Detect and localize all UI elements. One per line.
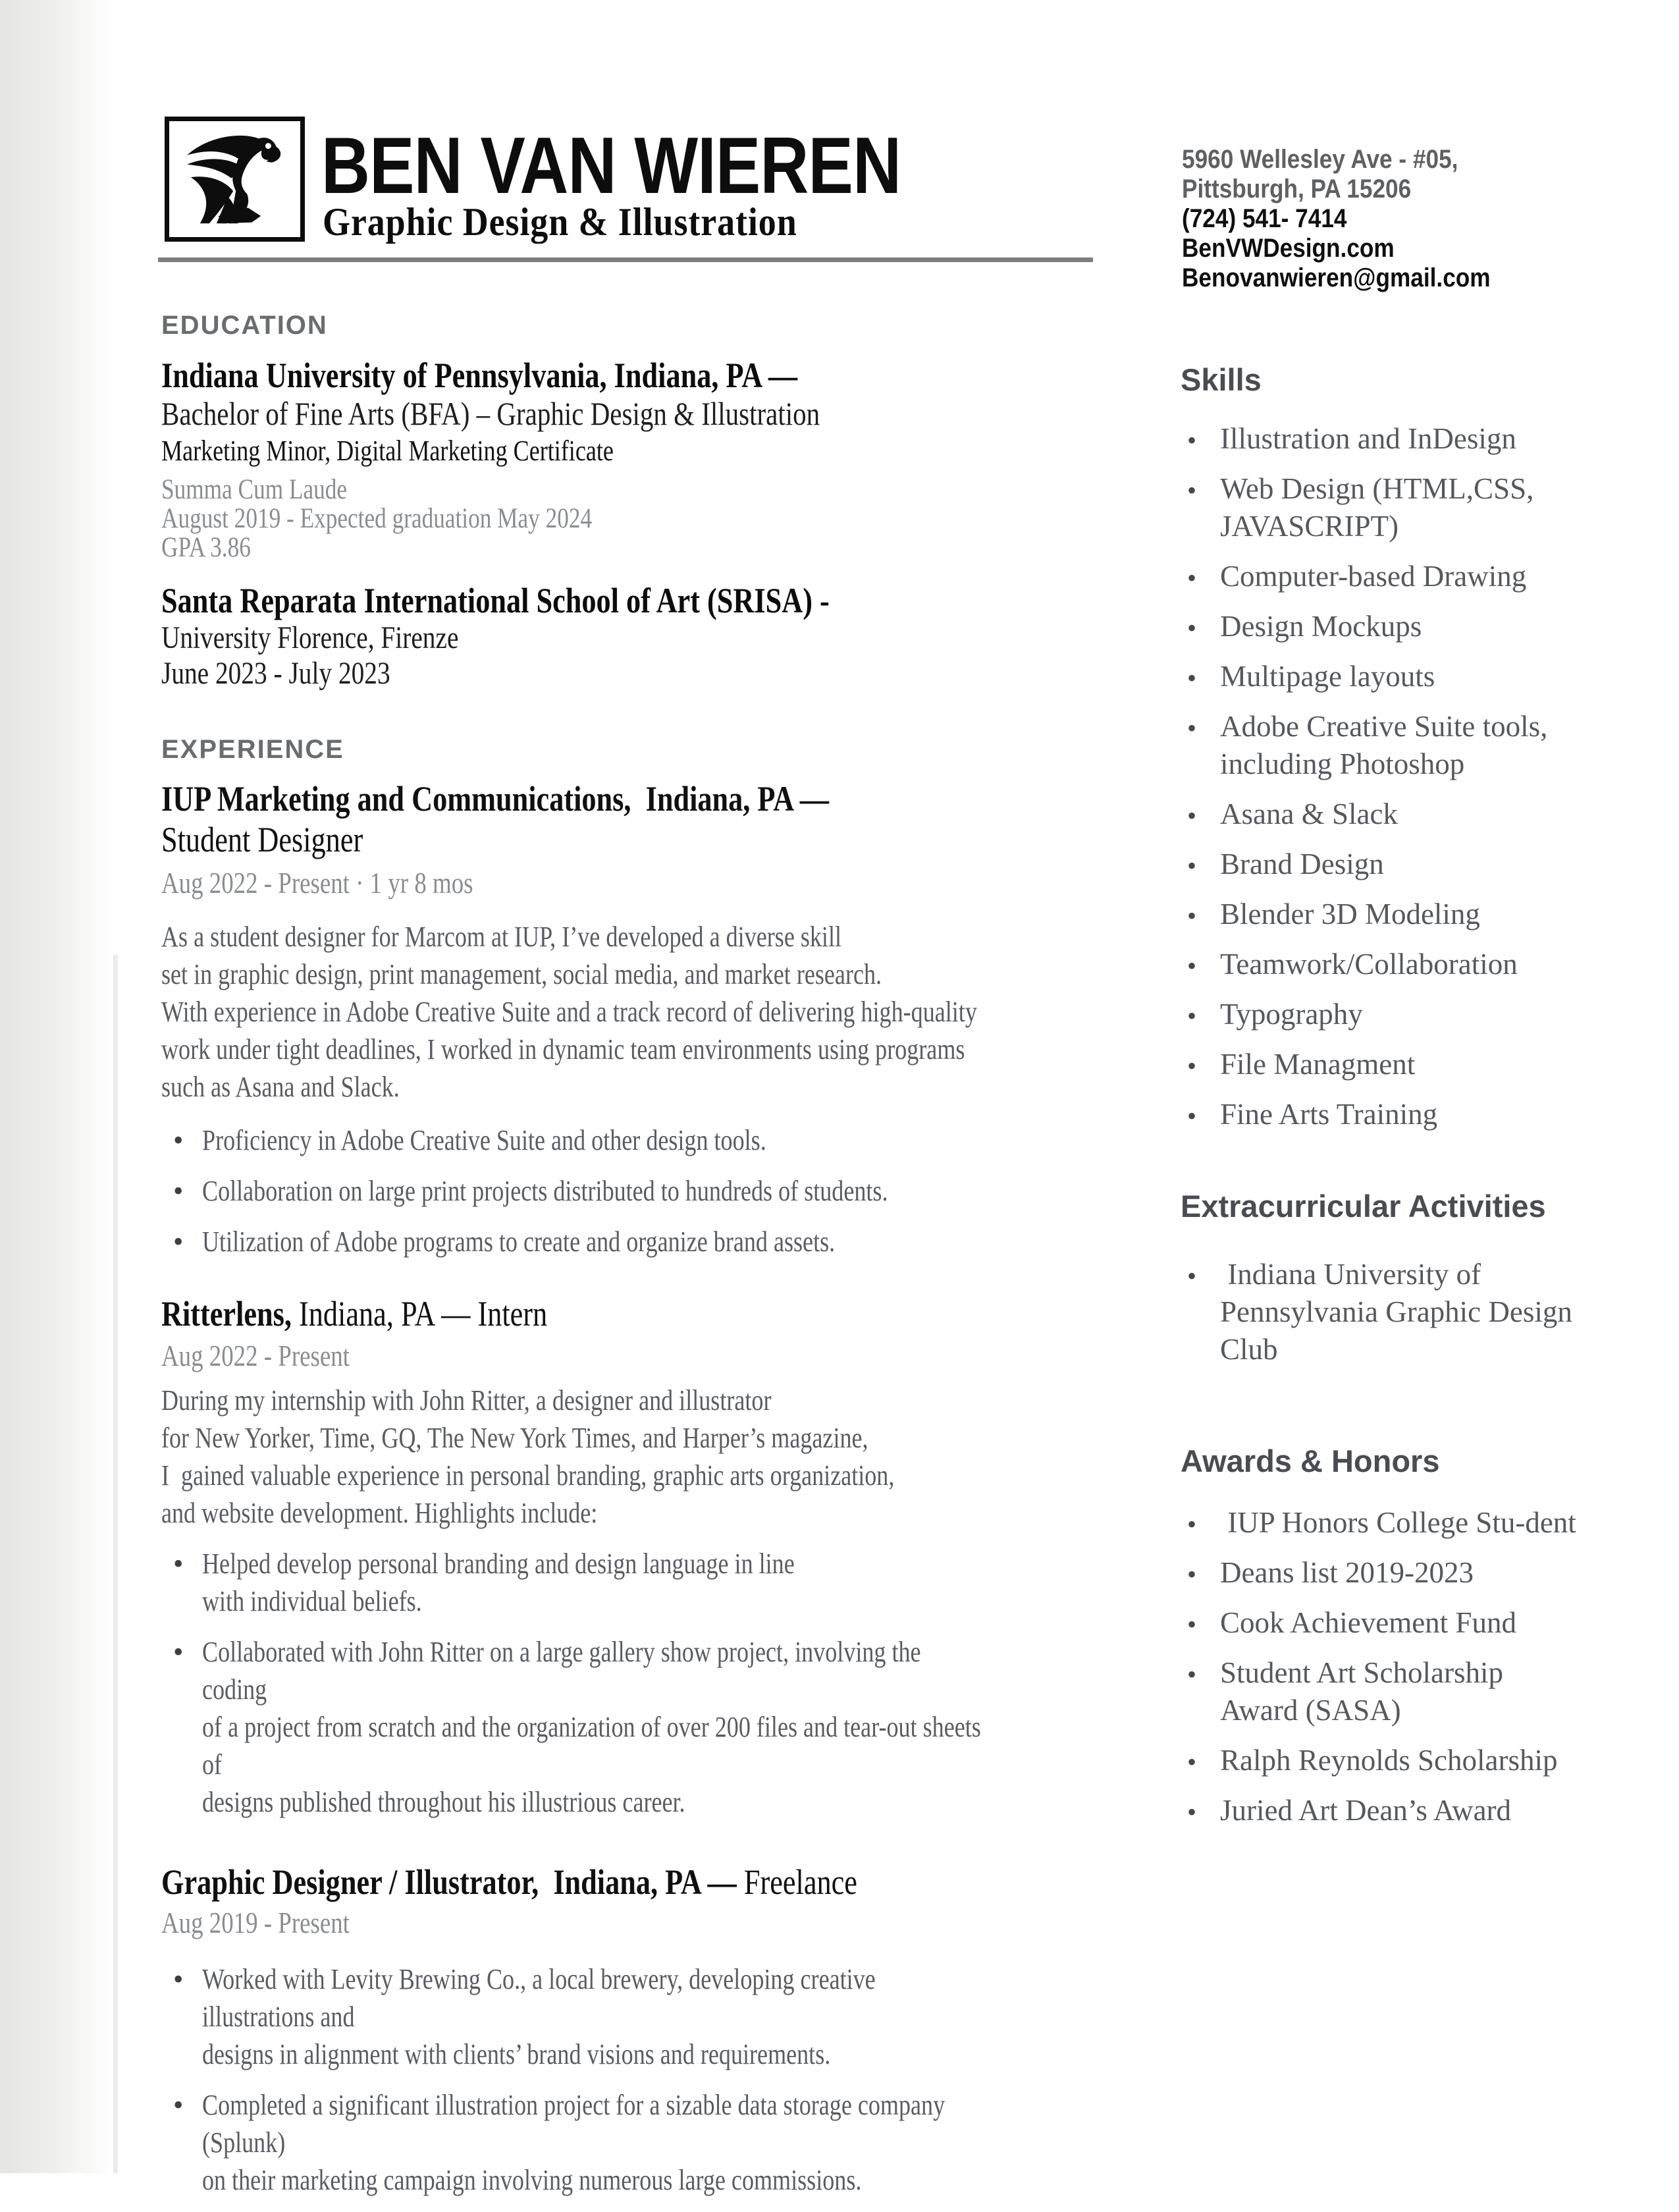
school-entry: [161, 581, 1162, 691]
school-entry: [161, 356, 1162, 562]
school-details: Marketing Minor, Digital Marketing Certificate: [161, 435, 614, 467]
school-meta-line: Summa Cum Laude: [161, 474, 348, 505]
school-degree: Bachelor of Fine Arts (BFA) – Graphic Design & Illustration: [161, 395, 820, 432]
job-summary-line: As a student designer for Marcom at IUP, I’ve developed a diverse skill: [161, 921, 842, 953]
phone-number: (724) 541- 7414: [1182, 204, 1347, 233]
skill-item: • Fine Arts Training: [1181, 1096, 1579, 1133]
job-title-role: Freelance: [743, 1862, 857, 1902]
job-title: [161, 1293, 982, 1334]
award-item: • Deans list 2019-2023: [1181, 1554, 1579, 1592]
job-title-role: Student Designer: [161, 820, 363, 859]
skill-item: • Teamwork/Collaboration: [1181, 946, 1579, 983]
school-details: June 2023 - July 2023: [161, 656, 390, 691]
eagle-holding-pen-logo-icon: [180, 130, 290, 229]
website-link[interactable]: BenVWDesign.com: [1182, 234, 1395, 263]
job-summary-line: such as Asana and Slack.: [161, 1071, 400, 1103]
job-title-company: IUP Marketing and Communications, Indiana, PA —: [161, 779, 830, 819]
job-summary: [161, 1382, 1162, 1532]
sidebar: [1181, 349, 1579, 1842]
skill-item: • File Managment: [1181, 1046, 1579, 1083]
job-bullet: • Completed a significant illustration project for a sizable data storage company (Splunk) on their marketing campaign involving numerous large commissions.: [161, 2086, 1162, 2199]
awards-heading: Awards & Honors: [1181, 1443, 1440, 1478]
address-line-1: 5960 Wellesley Ave - #05,: [1182, 145, 1458, 174]
section-label-experience: EXPERIENCE: [161, 735, 344, 764]
job-summary-line: I gained valuable experience in personal branding, graphic arts organization,: [161, 1459, 895, 1492]
job-summary-line: During my internship with John Ritter, a designer and illustrator: [161, 1384, 772, 1416]
skill-item: • Typography: [1181, 996, 1579, 1033]
extracurricular-item: • Indiana University of Pennsylvania Graphic Design Club: [1181, 1256, 1579, 1368]
job-title-company: Ritterlens,: [161, 1294, 292, 1334]
job-summary-line: for New Yorker, Time, GQ, The New York Times, and Harper’s magazine,: [161, 1422, 868, 1454]
brand-name: BEN VAN WIEREN: [321, 121, 901, 210]
job-date: Aug 2022 - Present: [161, 1339, 350, 1372]
award-item: • Juried Art Dean’s Award: [1181, 1792, 1579, 1829]
job-entry: [161, 1293, 1162, 1821]
job-entry: [161, 1862, 1162, 2199]
skills-heading: Skills: [1181, 362, 1262, 397]
job-date: Aug 2019 - Present: [161, 1906, 350, 1939]
job-date: Aug 2022 - Present · 1 yr 8 mos: [161, 867, 473, 900]
award-item: • Ralph Reynolds Scholarship: [1181, 1742, 1579, 1779]
skill-item: • Illustration and InDesign: [1181, 420, 1579, 458]
main-column: [161, 304, 1162, 2212]
contact-block: [1182, 145, 1491, 293]
section-label-education: EDUCATION: [161, 311, 328, 340]
address-line-2: Pittsburgh, PA 15206: [1182, 175, 1412, 203]
skill-item: • Blender 3D Modeling: [1181, 896, 1579, 933]
job-summary: [161, 918, 1162, 1106]
school-meta-line: GPA 3.86: [161, 532, 251, 563]
job-title: [161, 1862, 982, 1902]
logo-box: [165, 117, 305, 242]
job-summary-line: and website development. Highlights include:: [161, 1497, 598, 1529]
skill-item: • Design Mockups: [1181, 608, 1579, 645]
job-title-company: Graphic Designer / Illustrator, Indiana, PA —: [161, 1862, 744, 1902]
job-bullet: • Collaborated with John Ritter on a large gallery show project, involving the coding of a project from scratch and the organization of over 200 files and tear-out sheets of designs published throughout his illustrious career.: [161, 1633, 1162, 1821]
skill-item: • Multipage layouts: [1181, 658, 1579, 695]
email-link[interactable]: Benovanwieren@gmail.com: [1182, 263, 1491, 292]
job-title-role: Indiana, PA — Intern: [291, 1294, 548, 1334]
extracurricular-list: [1181, 1256, 1579, 1368]
job-bullet: • Utilization of Adobe programs to create and organize brand assets.: [161, 1223, 1162, 1260]
job-bullet: • Proficiency in Adobe Creative Suite and other design tools.: [161, 1121, 1162, 1159]
job-bullet-list: [161, 1545, 1162, 1821]
job-title: [161, 778, 982, 819]
award-item: • Cook Achievement Fund: [1181, 1604, 1579, 1642]
job-bullet: • Worked with Levity Brewing Co., a local brewery, developing creative illustrations and designs in alignment with clients’ brand visions and requirements.: [161, 1960, 1162, 2073]
skill-item: • Adobe Creative Suite tools, including Photoshop: [1181, 708, 1579, 783]
extracurricular-heading: Extracurricular Activities: [1181, 1189, 1546, 1224]
job-bullet-list: [161, 1960, 1162, 2199]
job-bullet-list: [161, 1121, 1162, 1260]
school-name: Santa Reparata International School of Art (SRISA) -: [161, 581, 830, 620]
award-item: • IUP Honors College Stu-dent: [1181, 1504, 1579, 1542]
job-summary-line: work under tight deadlines, I worked in dynamic team environments using programs: [161, 1033, 965, 1066]
job-bullet: • Helped develop personal branding and design language in line with individual beliefs.: [161, 1545, 1162, 1620]
header-divider: [158, 257, 1093, 262]
job-bullet: • Collaboration on large print projects distributed to hundreds of students.: [161, 1172, 1162, 1210]
brand-tagline: Graphic Design & Illustration: [323, 200, 797, 244]
job-entry: [161, 778, 1162, 1260]
skill-item: • Brand Design: [1181, 846, 1579, 883]
awards-list: [1181, 1504, 1579, 1829]
skill-item: • Computer-based Drawing: [1181, 558, 1579, 595]
job-summary-line: set in graphic design, print management, social media, and market research.: [161, 958, 882, 990]
skills-list: [1181, 420, 1579, 1133]
school-degree: University Florence, Firenze: [161, 620, 459, 655]
skill-item: • Web Design (HTML,CSS, JAVASCRIPT): [1181, 470, 1579, 545]
award-item: • Student Art Scholarship Award (SASA): [1181, 1654, 1579, 1729]
school-meta-line: August 2019 - Expected graduation May 2024: [161, 503, 593, 534]
school-name: Indiana University of Pennsylvania, Indiana, PA —: [161, 356, 798, 395]
skill-item: • Asana & Slack: [1181, 796, 1579, 833]
paper-edge-texture: [0, 0, 115, 2173]
job-summary-line: With experience in Adobe Creative Suite and a track record of delivering high-quality: [161, 996, 977, 1028]
